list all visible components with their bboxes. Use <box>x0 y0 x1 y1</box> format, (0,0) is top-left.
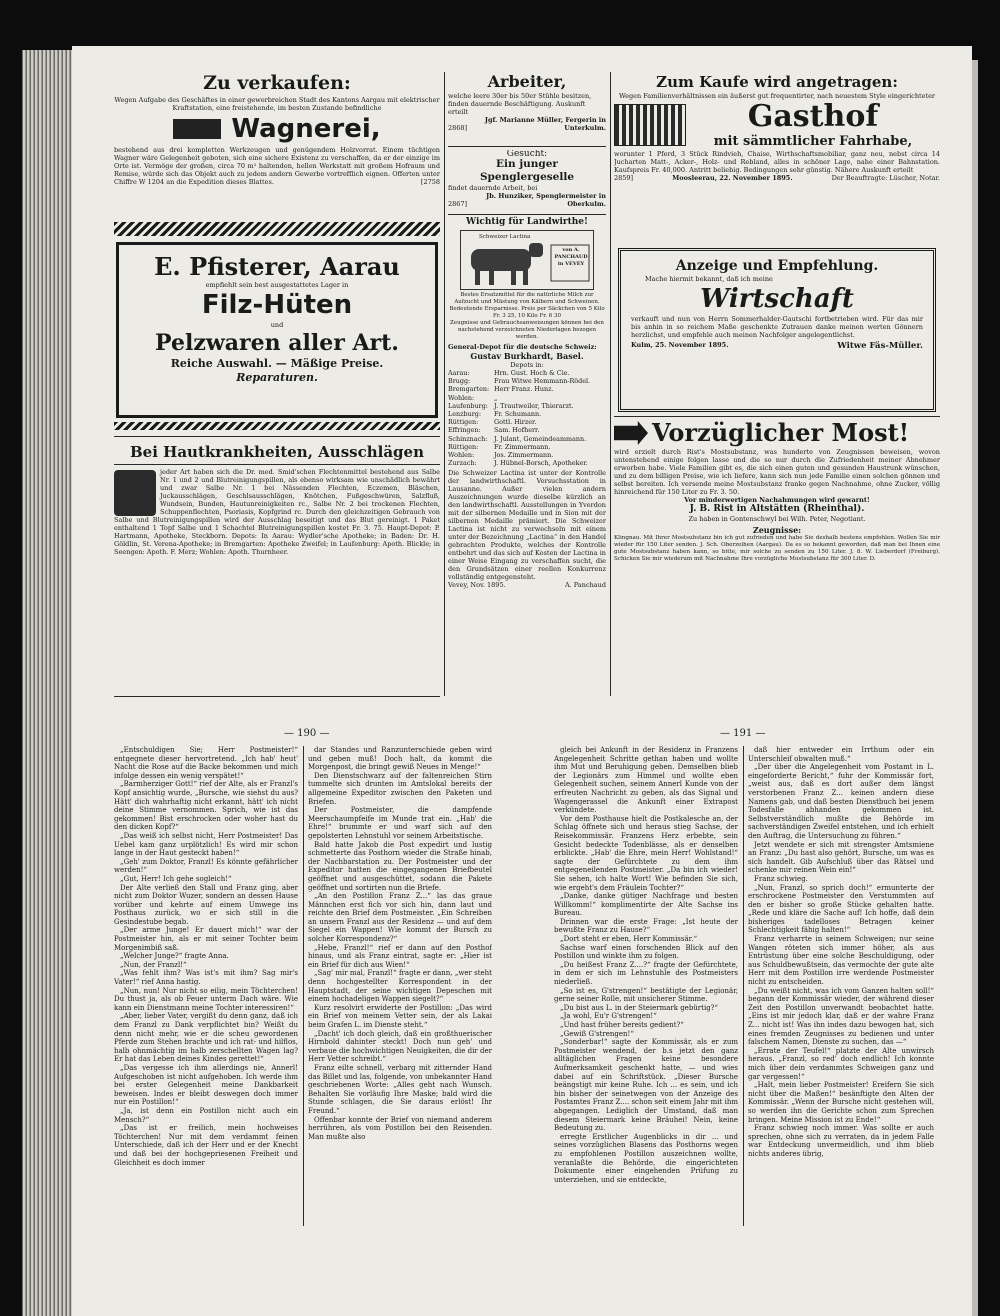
ad-lactina <box>448 216 606 776</box>
story-paragraph: erregte Erstlicher Augenblicks in dir ... und seines vorzüglichen Blasens das Posthorns wegen zu empfohlenen Postillon auszeichnen wollte, veranlaßte die Behörde, die eingerichteten Dokumente einer eingehenden Prüfung zu unterziehen, und sie entdeckte, <box>554 1132 738 1184</box>
ad-hautkrankheiten <box>114 442 440 678</box>
story-paragraph: Der Postmeister, die dampfende Meerschaumpfeife im Munde trat ein. „Hab' die Ehre!“ brummte er und warf sich auf den gepolsterten Lehnstuhl vor seinem Arbeitstische. <box>308 806 492 840</box>
arbeiter-signer: Jgf. Marianne Müller, Fergerin in Unterkulm. <box>484 116 606 132</box>
depot-place: Brugg: <box>448 377 471 386</box>
depot-name: J. Hübnel-Borsch, Apotheker. <box>494 459 588 468</box>
most-title: Vorzüglicher Most! <box>652 418 910 447</box>
story-paragraph: „Du heißest Franz Z....?“ fragte der Gefürchtete, in dem er sich im Lehnstuhle des Postmeisters niederließ. <box>554 960 738 987</box>
depot-name: Fr. Zimmermann. <box>494 442 551 451</box>
story-paragraph: „Du weißt nicht, was ich vom Ganzen halten soll!“ begann der Kommissär wieder, der während dieser Zeit den Postillon unverwandt beobachtet hatte. „Eins ist mir jedoch klar, daß er der wahre Franz Z... nicht ist! Was ihn indes dazu bewogen hat, sich eines fremden Zeugnisses zu bedienen und unter falschem Namen, Dienste zu suchen, das —“ <box>748 986 934 1047</box>
story-paragraph: Franz verharrte in seinem Schweigen; nur seine Wangen röteten sich immer höher, als aus Entrüstung über eine solche Beschuldigung, oder aus Schuldbewußtsein, das vermochte der gute alte Herr mit dem Postillon irre werdende Postmeister nicht zu entscheiden. <box>748 935 934 987</box>
most-warning: Vor minderwertigen Nachahmungen wird gewarnt! <box>684 496 870 504</box>
ad-pfisterer <box>116 242 438 418</box>
pfisterer-name: E. Pfisterer, Aarau <box>154 252 400 281</box>
gasthof-ref: 2859] <box>614 174 634 182</box>
depot-list <box>448 369 606 467</box>
book-page-edges <box>22 50 72 1316</box>
ad-most <box>614 418 940 698</box>
page-number-right: — 191 — <box>720 728 766 739</box>
story-paragraph: Der Alte verließ den Stall und Franz ging, aber nicht zum Doktor Wuzer, sondern an dessen Hause vorüber und kehrte auf einem Umwege ins Posthaus zurück, wo er sich still in die Gesindestube begab. <box>114 883 298 926</box>
pfisterer-line1: empfiehlt sein best ausgestattetes Lager in <box>205 281 349 289</box>
pfisterer-product2: Pelzwaren aller Art. <box>155 330 399 356</box>
most-zeugnisse: Klingnau. Mit Ihrer Mostsubstanz bin ich gut zufrieden und habe Sie deshalb bestens empfohlen. Wollen Sie mir wieder für 150 Liter senden. J. Sch. Oberzeihen (Aargau). Da es so bekannt geworden, daß man bei Ihnen eine gute Mostsubstanz haben kann, so bitte, mir solche zu senden zu 150 Liter. J. 8. W. Lieberdorf (Freiburg). Schicken Sie mir wiederum mit Nachnahme Ihre vorzügliche Mostsubstanz für 300 Liter. D. <box>614 535 940 562</box>
ad-verkaufen-highlight: Wagnerei, <box>231 114 381 144</box>
depot-place: Effringen: <box>448 426 481 435</box>
depot-name: Herr Franz. Hunz. <box>494 385 554 394</box>
story-paragraph: „Aber, lieber Vater, vergißt du denn ganz, daß ich dem Franzl zu Dank verpflichtet bin? Weißt du denn nicht mehr, wie er die scheu gewordenen Pferde zum Stehen brachte und ich rat- und hilflos, halb ohnmächtig im halb zerschellten Wagen lag? Er hat das Leben deines Kindes gerettet!“ <box>114 1012 298 1064</box>
story-paragraph: „Ja wohl, Eu'r G'strengen!“ <box>560 1012 657 1021</box>
story-paragraph: „Was fehlt ihm? Was ist's mit ihm? Sag mir's Vater!“ rief Anna hastig. <box>114 969 298 987</box>
depot-row <box>448 402 606 410</box>
story-paragraph: Kurz resolvirt erwiderte der Postillon: „Das wird ein Brief von meinem Vetter sein, der als Lakai beim Grafen L. im Dienste steht.“ <box>308 1003 492 1029</box>
depot-name: Frau Witwe Hemmann-Rödel. <box>494 377 591 386</box>
gasthof-signer: Der Beauftragte: Lüscher, Notar. <box>831 174 940 182</box>
workshop-icon <box>173 119 221 139</box>
column-rule <box>444 72 445 696</box>
depot-place: Wohlen: <box>448 451 475 460</box>
story-paragraph: „Gewiß G'strengen!“ <box>560 1029 634 1038</box>
depot-row <box>448 369 606 377</box>
depot-row <box>448 377 606 385</box>
ad-zu-verkaufen <box>114 72 440 228</box>
pfisterer-product1: Filz-Hüten <box>201 290 353 320</box>
story-paragraph: „Geh' zum Doktor, Franzl! Es könnte gefährlicher werden!“ <box>114 857 298 875</box>
depot-place: Zurzach: <box>448 459 477 468</box>
story-column-2 <box>308 746 492 1226</box>
pointing-hand-icon <box>614 421 648 445</box>
ornament-border <box>114 222 440 236</box>
story-paragraph: „Errate der Teufel!“ platzte der Alte unwirsch heraus. „Franzl, so red' doch endlich! Ich konnte mich über dein verdammtes Schweigen ganz und gar vergessen!“ <box>748 1046 934 1081</box>
ad-wirtschaft <box>618 248 936 412</box>
page-number-left: — 190 — <box>284 728 330 739</box>
gasthof-place: Moosleerau, 22. November 1895. <box>672 174 793 182</box>
ads-bottom-rule <box>114 696 440 697</box>
story-column-3 <box>554 746 738 1226</box>
story-paragraph: „Danke, danke gütiger Nachfrage und besten Willkomm!“ komplimentirte der Alte Sachse ins Bureau. <box>554 892 738 918</box>
story-paragraph: Franz eilte schnell, verbarg mit zitternder Hand das Billet und las, folgende, von unbekannter Hand geschriebenen Worte: „Alles geht nach Wunsch. Behalten Sie vorläufig Ihre Maske; bald wird die Stunde schlagen, die Sie daraus erlöst! Ihr Freund.“ <box>308 1063 492 1115</box>
story-paragraph: „Und hast früher bereits gedient?“ <box>560 1021 684 1029</box>
most-zeug-title: Zeugnisse: <box>752 525 802 535</box>
lactina-title: Wichtig für Landwirthe! <box>466 217 588 227</box>
story-paragraph: Drinnen war die erste Frage: „Ist heute der bewußte Franz zu Hause?“ <box>554 917 738 935</box>
story-paragraph: „Welcher Junge?“ fragte Anna. <box>120 952 229 961</box>
depot-place: Schinznach: <box>448 434 488 443</box>
column-rule <box>743 746 744 1226</box>
pfisterer-line3: Reparaturen. <box>236 371 318 384</box>
lactina-label: Schweizer Lactina <box>479 234 531 240</box>
story-paragraph: „Hebe, Franzl!“ rief er dann auf den Posthof hinaus, und als Franz eintrat, sagte er: „Hier ist ein Brief für dich aus Wien!“ <box>308 943 492 969</box>
depot-name: J. Trautweiler, Thierarzt. <box>494 401 574 410</box>
story-paragraph: „Nun, nun! Nur nicht so eilig, mein Töchterchen! Du thust ja, als ob Feuer unterm Dach wäre. Wie kann ein Dienstmann meine Tochter interessiren!“ <box>114 986 298 1012</box>
story-paragraph: „Du bist aus L. in der Steiermark gebürtig?“ <box>560 1003 719 1012</box>
gesucht-signer: Jb. Hunziker, Spenglermeister in Oberkulm. <box>486 192 606 208</box>
story-paragraph: „Das ist er freilich, mein hochweises Töchterchen! Nur mit dem verdammt feinen Unterschiede, daß ich der Herr und er der Knecht und daß bei der hochgepriesenen Freiheit und Gleichheit es doch immer <box>114 1124 298 1167</box>
depot-place: Rüttigen: <box>448 442 479 451</box>
story-paragraph: „Nun, der Franzl!“ <box>120 960 187 969</box>
depot-name: J. Julant, Gemeindeammann. <box>494 434 587 443</box>
ornament-border <box>114 422 440 430</box>
most-agent: Zu haben in Gontenschwyl bei Wilh. Peter, Negotiant. <box>688 515 866 523</box>
story-paragraph: „Das vergesse ich ihm allerdings nie, Annerl! Aufgeschoben ist nicht aufgehoben. Ich werde ihm bei erster Gelegenheit meine Dankbarkeit beweisen. Indes er bleibt deswegen doch immer nur ein Postillon!“ <box>114 1063 298 1107</box>
depot-place: Bremgarten: <box>448 385 490 394</box>
lactina-depot-title: General-Depot für die deutsche Schweiz: <box>448 343 597 351</box>
story-paragraph: „Dort steht er eben, Herr Kommissär.“ <box>560 935 698 944</box>
haut-title: Bei Hautkrankheiten, Ausschlägen <box>130 443 424 461</box>
depot-row <box>448 451 606 459</box>
story-paragraph: „So ist es, G'strengen!“ bestätigte der Legionär, gerne seiner Rolle, mit unsicherer Stimme. <box>554 986 738 1004</box>
depot-name: Fr. Schumann. <box>494 410 542 419</box>
gesucht-title: Gesucht: <box>506 150 548 159</box>
story-paragraph: „Gut, Herr! Ich gehe sogleich!“ <box>120 874 232 883</box>
wirtschaft-highlight: Wirtschaft <box>700 284 854 314</box>
ad-gasthof <box>614 72 940 248</box>
gesucht-ref: 2867] <box>448 200 468 208</box>
ad-arbeiter <box>448 72 606 144</box>
story-paragraph: daß hier entweder ein Irrthum oder ein Unterschleif obwalten muß.“ <box>748 746 934 763</box>
story-paragraph: „Sag' mir mal, Franzl!“ fragte er dann, „wer steht denn hochgestellter Korrespondent in der Hauptstadt, der seine wichtigen Depeschen mit einem hochadeligen Wappen siegelt?“ <box>308 969 492 1004</box>
story-paragraph: Bald hatte Jakob die Post expedirt und lustig schmetterte das Posthorn wieder die Straße hinab, der Nachbarstation zu. Der Postmeister und der Expeditor hatten die eingegangenen Briefbeutel geöffnet und ausgeschüttet, sodann die Pakete geöffnet und sortirten nun die Briefe. <box>308 840 492 892</box>
depot-name: Sam. Hofherr. <box>494 426 540 435</box>
ad-verkaufen-details: bestehend aus drei kompletten Werkzeugen und genügendem Holzvorrat. Einem tüchtigen Wagner wäre Gelegenheit geboten, sich eine sichere Existenz zu verschaffen, da er der einzige im Orte ist. Vermöge der großen, circa 70 m² haltenden, hellen Werkstatt mit großem Hofraum und Remise, würde sich das Objekt auch zu jedem andern Gewerbe vortrefflich eignen. Offerten unter Chiffre W 1204 an die Expedition dieses Blattes. <box>114 146 440 186</box>
newspaper-page <box>72 46 972 1316</box>
most-body: wird erzielt durch Rist's Mostsubstanz, was hunderte von Zeugnissen beweisen, wovon untenstehend einige folgen lasse und die so nur durch die Zufriedenheit meiner Abnehmer erworben habe. Viele Familien gibt es, die sich einen guten und gesunden Haustrunk wünschen, und zu dem billigen Preise, wie ich liefere, kann sich nun jede Familie einen solchen gönnen und selbst bereiten. Ich versende meine Mostsubstanz franko gegen Nachnahme, ohne Zucker, völlig hinreichend für 150 Liter zu Fr. 3. 50. <box>614 448 940 496</box>
story-paragraph: „Sonderbar!“ sagte der Kommissär, als er zum Postmeister wendend, der b.s jetzt den ganz alltäglichen Fragen keine besondere Aufmerksamkeit geschenkt hatte, — und wies dabei auf ein Schriftstück. „Dieser Bursche beängstigt mir keine Ruhe. Ich ... es sein, und ich bin bisher der seinetwegen von der Anzeige des Postamtes Franz Z.... schon seit einem Jahr mit ihm abgegangen. Lediglich der Umstand, daß man diesem Steiermark keine Bräuhei! Nein, keine Bedeutung zu. <box>554 1038 738 1133</box>
depot-row <box>448 443 606 451</box>
eagle-logo-icon <box>114 470 156 516</box>
depot-row <box>448 394 606 402</box>
wirtschaft-intro: Mache hiermit bekannt, daß ich meine <box>645 275 773 283</box>
ad-verkaufen-intro: Wegen Aufgabe des Geschäftes in einer gewerbreichen Stadt des Kantons Aargau mit elektrischer Kraftstation, eine freistehende, im besten Zustande befindliche <box>114 96 440 112</box>
story-paragraph: Offenbar konnte der Brief von niemand anderem herrühren, als vom Postillon bei den Reisenden. Man mußte also <box>308 1115 492 1141</box>
cow-illustration <box>460 230 594 290</box>
ad-gesucht <box>448 150 606 212</box>
lactina-depots-label: Depots in: <box>510 361 544 369</box>
building-icon <box>614 104 686 146</box>
lactina-depot-name: Gustav Burkhardt, Basel. <box>470 351 584 361</box>
column-rule <box>303 746 304 1226</box>
depot-row <box>448 426 606 434</box>
wirtschaft-place: Kulm, 25. November 1895. <box>631 341 729 349</box>
story-paragraph: „Ja, ist denn ein Postillon nicht auch ein Mensch?“ <box>114 1106 298 1124</box>
haut-body: jeder Art haben sich die Dr. med. Smid'schen Flechtenmittel bestehend aus Salbe Nr. 1 und 2 und Blutreinigungspillen, als ebenso wirksam wie unschädlich bewährt und zwar Salbe Nr. 1 bei Nässenden Flechten, Eczemen, Bläschen, Juckausschlägen, Geschlsausschlägen, Knötchen, Fußgeschwüren, Salzfluß, Wundsein, Bunden, Hautunreinigkeiten rc., Salbe Nr. 2 bei trockenen Flechten, Schuppenflechten, Psoriasis, Kopfgrind rc. Durch den gleichzeitigen Gebrauch von Salbe und Blutreinigungspillen wird der Ausschlag beseitigt und das Blut gereinigt. 1 Paket enthaltend 1 Topf Salbe und 1 Schachtel Blutreinigungspillen kostet Fr. 3. 75. Haupt-Depot: P. Hartmann, Apotheke, Steckborn. Depots: In Aarau: Wydler'sche Apotheke; in Baden: Dr. H. Göldlin, St. Verena-Apotheke; in Bremgarten: Apotheke Zweifel; in Laufenburg: Apoth. Blickle; in Seengen: Apoth. F. Merz; Wohlen: Apoth. Thurnheer. <box>114 468 440 556</box>
lactina-maker: von A. PANCHAUD in VEVEY <box>554 247 588 267</box>
story-paragraph: „An den Postillon Franz Z...“ las das graue Männchen erst fich vor sich hin, dann laut und reichte den Brief dem Postmeister. „Ein Schreiben an unsern Franzl aus der Residenz — und auf dem Siegel ein Wappen! Wie kommt der Bursch zu solcher Korrespondenz?“ <box>308 892 492 944</box>
story-paragraph: „Der arme Junge! Er dauert mich!“ war der Postmeister hin, als er mit seiner Tochter beim Morgenimbiß saß. <box>114 926 298 952</box>
story-paragraph: gleich bei Ankunft in der Residenz in Franzens Angelegenheit Schritte gethan haben und wollte ihm Mut und Beruhigung geben. Demselben blieb der Legionärs zum Himmel und wollte eben Gelegenheit suchen, seinem Annerl Kunde von der erfreuten Nachricht zu geben, als das Signal und Wagengerassel die Ankunft einer Extrapost verkündete. <box>554 746 738 815</box>
depot-name: Gottl. Hirzer. <box>494 418 537 427</box>
lactina-sign-name: A. Panchaud <box>564 581 606 590</box>
depot-name: „ <box>494 393 498 402</box>
depot-place: Lenzburg: <box>448 410 482 419</box>
depot-name: Hrn. Gust. Hoch & Cie. <box>494 369 570 377</box>
story-paragraph: „Dacht' ich doch gleich, daß ein großthuerischer Hirnbold dahinter steckt! Doch nun geh' und verbaue die hochwichtigen Neuigkeiten, die dir der Herr Vetter schreibt.“ <box>308 1029 492 1064</box>
story-paragraph: „Der über die Angelegenheit vom Postamt in L. eingeforderte Bericht,“ fuhr der Kommissär fort, „weist aus, daß es dort außer dem längst verstorbenen Franz Z... keinen andern diese Namens gab, und daß besten Dienstbuch bei jenem Todesfalle abhanden gekommen ist. Selbstverständlich mußte die Behörde im sachverständigen Zweifel entstehen, und ich erhielt den Auftrag, die Untersuchung zu führen.“ <box>748 763 934 840</box>
ad-verkaufen-title: Zu verkaufen: <box>203 72 351 94</box>
lactina-text2: Bedeutende Ersparnisse. Preis per Säckchen von 5 Kilo Fr. 3 25, 10 Kilo Fr. 6 30 <box>449 306 605 319</box>
depot-place: Wohlen: <box>448 393 475 402</box>
depot-row <box>448 435 606 443</box>
story-paragraph: Jetzt wendete er sich mit strengster Amtsmiene an Franz: „Du hast also gehört, Bursche, um was es sich handelt. Gib Aufschluß über das Rätsel und schenke mir reinen Wein ein!“ <box>748 840 934 875</box>
gesucht-body: findet dauernde Arbeit, bei <box>448 184 538 192</box>
lactina-footer: Die Schweizer Lactina ist unter der Kontrolle der landwirthschaftl. Versuchsstation in Lausanne. Außer vielen andern Auszeichnungen wurde dieselbe kürzlich an den landwirthschaftl. Ausstellungen in Yverdon mit der silbernen Medaille und in Sion mit der silbernen Medaille prämiert. Die Schweizer Lactina ist nicht zu verwechseln mit einem unter der Bezeichnung „Lactina“ in den Handel gebrachten Produkte, welches der Kontrolle entbehrt und das sich auf Kosten der Lactina in einer Weise Eingang zu verschaffen sucht, die den Grundsätzen einer reellen Konkurrenz vollständig entgegensteht. <box>448 469 606 582</box>
book-page-edge-right <box>972 60 978 1316</box>
story-paragraph: „Halt, mein lieber Postmeister! Ereifern Sie sich nicht über die Maßen!“ besänftigte den Alten der Kommissär. „Wenn der Bursche nicht gestehen will, so werden ihn die Gerichte schon zum Sprechen bringen. Meine Mission ist zu Ende!“ <box>748 1081 934 1124</box>
lactina-sign-place: Vevey, Nov. 1895. <box>448 581 506 590</box>
story-paragraph: Sachse warf einen forschenden Blick auf den Postillon und winkte ihm zu folgen. <box>554 943 738 961</box>
story-paragraph: Vor dem Posthause hielt die Postkalesche an, der Schlag öffnete sich und heraus stieg Sachse, der Reisekommissär. Franzens Herz erbebte, sein Gesicht bedeckte Todenblässe, als er denselben erblickte. „Hab' die Ehre, mein Herr! Wohlstand!“ sagte der Gefürchtete zu dem ihm entgegeneilenden Postmeister. „Da bin ich wieder! Sie sehen, ich halte Wort! Wie befinden Sie sich, wie ergeht's dem Fräulein Tochter?“ <box>554 814 738 892</box>
story-paragraph: Den Dienstschwarz auf der faltenreichen Stirn tummelte sich drunten im Amtslokal bereits der allgemeine Expeditor zwischen den Paketen und Briefen. <box>308 771 492 806</box>
divider <box>448 214 606 215</box>
story-paragraph: „Entschuldigen Sie; Herr Postmeister!“ entgegnete dieser hervortretend. „Ich hab' heut' Nacht die Rose auf die Backe bekommen und mich infolge dessen ein wenig verspätet!“ <box>114 746 298 780</box>
most-maker: J. B. Rist in Altstätten (Rheinthal). <box>689 504 865 514</box>
ad-verkaufen-ref: [2758 <box>420 178 440 186</box>
divider <box>448 146 606 147</box>
divider <box>114 436 440 437</box>
depot-name: Jos. Zimmermann. <box>494 451 554 460</box>
pfisterer-line2: Reiche Auswahl. — Mäßige Preise. <box>170 357 384 370</box>
gasthof-name: Gasthof <box>747 99 879 134</box>
arbeiter-title: Arbeiter, <box>487 72 567 91</box>
story-column-1 <box>114 746 298 1226</box>
story-paragraph: Franz schwieg noch immer. Was sollte er auch sprechen, ohne sich zu verraten, da in jedem Falle war Entdeckung unvermeidlich, und ihm blieb nichts anderes übrig, <box>748 1124 934 1158</box>
story-paragraph: Franz schwieg. <box>754 874 808 883</box>
depot-row <box>448 410 606 418</box>
story-paragraph: „Das weiß ich selbst nicht, Herr Postmeister! Das Uebel kam ganz urplötzlich! Es wird mir schon lange in der Haut gesteckt haben!“ <box>114 831 298 858</box>
wirtschaft-title: Anzeige und Empfehlung. <box>675 258 879 274</box>
gasthof-title: Zum Kaufe wird angetragen: <box>656 73 898 91</box>
arbeiter-ref: 2868] <box>448 124 468 132</box>
wirtschaft-signer: Witwe Fäs-Müller. <box>837 341 923 351</box>
story-column-4 <box>748 746 934 1226</box>
depot-place: Aarau: <box>448 369 470 377</box>
depot-row <box>448 459 606 467</box>
pfisterer-und: und <box>270 321 284 329</box>
depot-place: Rüttigen: <box>448 418 479 427</box>
depot-place: Laufenburg: <box>448 401 488 410</box>
column-rule <box>610 72 611 696</box>
story-paragraph: „Barmherziger Gott!“ rief der Alte, als er Franzl's Kopf ansichtig wurde, „Bursche, wie siehst du aus? Hätt' dich wahrhaftig nicht erkannt, hätt' ich nicht deine Stimme vernommen. Sprich, wie ist das gekommen! Bist erschrocken oder woher hast du den dicken Kopf?“ <box>114 780 298 832</box>
gasthof-intro: Wegen Familienverhältnissen ein äußerst gut frequentirter, nach neuestem Style eingerichteter <box>618 92 936 100</box>
depot-row <box>448 418 606 426</box>
arbeiter-body: welche leere 30er bis 50er Stühle besitzen, finden dauernde Beschäftigung. Auskunft erteilt <box>448 92 592 116</box>
gasthof-sub: mit sämmtlicher Fahrhabe, <box>713 134 913 149</box>
lactina-text3: Zeugnisse und Gebrauchsanweisungen können bei den nachstehend verzeichneten Niederlagen bezogen werden. <box>450 320 604 340</box>
story-paragraph: dar Standes und Ranzunterschiede geben wird und geben muß! Doch halt, da kommt die Morgenpost, die bringt gewiß Neues in Menge!“ <box>308 746 492 772</box>
depot-row <box>448 385 606 393</box>
lactina-text1: Bestes Ersatzmittel für die natürliche Milch zur Aufzucht und Mästung von Kälbern und Schweinen. <box>454 292 600 305</box>
wirtschaft-body: verkauft und nun von Herrn Sommerhalder-Gautschi fortbetrieben wird. Für das mir bis anhin in so reichem Maße geschenkte Zutrauen danke meinen werten Gönnern herzlichst, und empfehle auch meinen Nachfolger angelegentlichst. <box>631 315 923 339</box>
divider <box>614 416 940 417</box>
story-paragraph: „Nun, Franzl, so sprich doch!“ ermunterte der erschrockene Postmeister den Verstummten auf den er bisher so große Stücke gehalten hatte. „Rede und kläre die Sache auf! Ich hoffe, daß dein bisheriges tadelloses Betragen keiner Schlechtigkeit fähig halten!“ <box>748 883 934 935</box>
gesucht-headline: Ein junger Spenglergeselle <box>479 158 575 183</box>
gasthof-body: worunter 1 Pferd, 3 Stück Rindvieh, Chaise, Wirthschaftsmobiliar, ganz neu, nebst circa 14 Jucharten Matt-, Acker-, Holz- und Rebland, alles in schöner Lage, nahe einer Bahnstation. Kaufspreis Fr. 40,000. Antritt beliebig. Bedingungen sehr günstig. Nähere Auskunft erteilt <box>614 150 940 174</box>
